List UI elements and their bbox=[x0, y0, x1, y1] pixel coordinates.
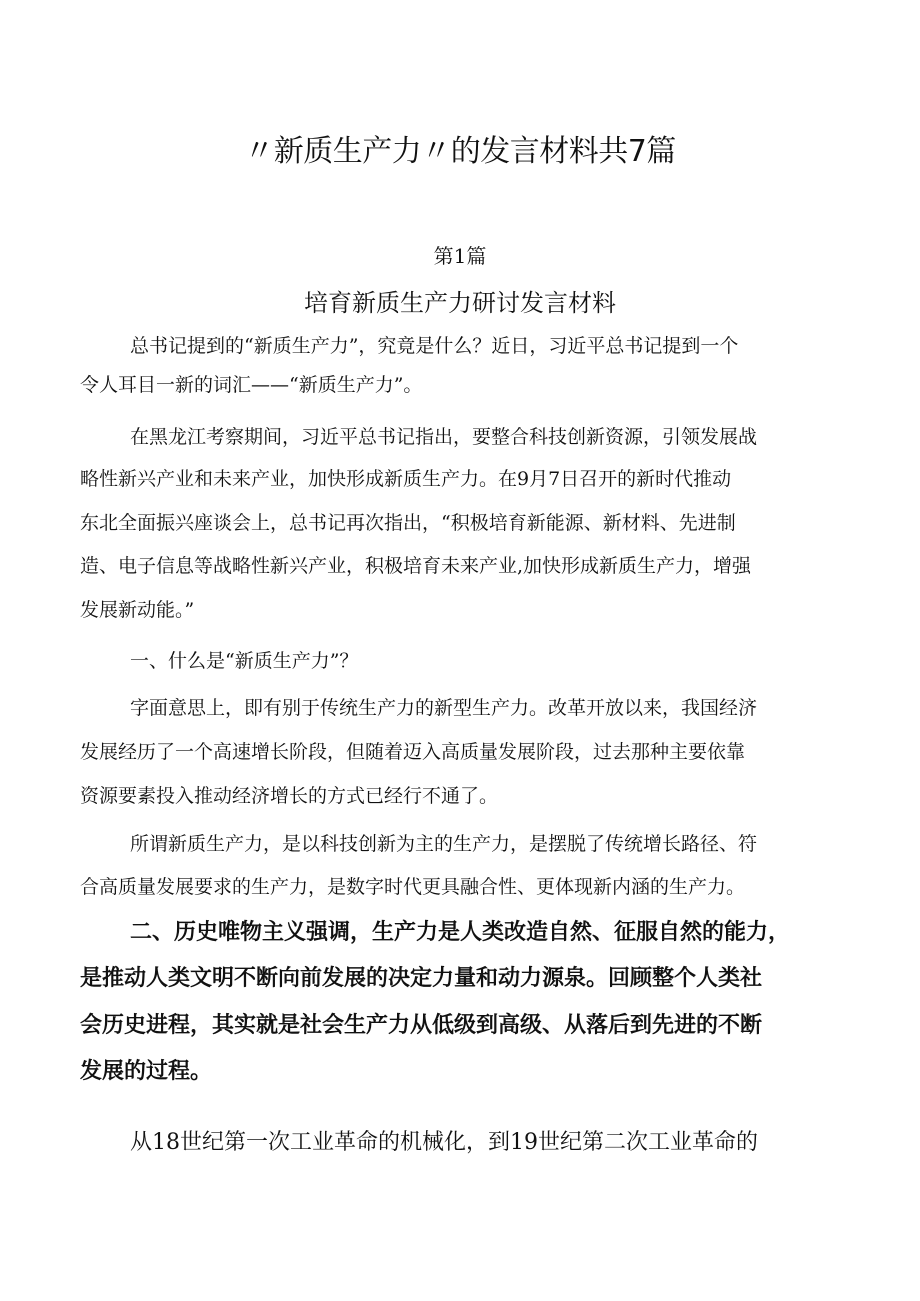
paragraph-line: 总书记提到的“新质生产力”，究竟是什么？近日，习近平总书记提到一个 bbox=[130, 335, 739, 357]
paragraph-line: 会历史进程，其实就是社会生产力从低级到高级、从落后到先进的不断 bbox=[80, 1012, 763, 1038]
section-heading: 二、历史唯物主义强调，生产力是人类改造自然、征服自然的能力， bbox=[130, 919, 791, 945]
paragraph-line: 略性新兴产业和未来产业，加快形成新质生产力。在9月7日召开的新时代推动 bbox=[80, 468, 732, 490]
paragraph-line: 发展的过程。 bbox=[80, 1058, 213, 1084]
article-subtitle: 培育新质生产力研讨发言材料 bbox=[304, 289, 616, 317]
paragraph-line: 在黑龙江考察期间，习近平总书记指出，要整合科技创新资源，引领发展战 bbox=[130, 426, 758, 448]
document-title: 〃新质生产力〃的发言材料共7篇 bbox=[244, 134, 676, 169]
paragraph-line: 令人耳目一新的词汇——“新质生产力”。 bbox=[80, 374, 423, 396]
paragraph-line: 字面意思上，即有别于传统生产力的新型生产力。改革开放以来，我国经济 bbox=[130, 697, 758, 719]
paragraph-line: 从18世纪第一次工业革命的机械化，到19世纪第二次工业革命的 bbox=[130, 1130, 758, 1155]
paragraph-line: 发展经历了一个高速增长阶段，但随着迈入高质量发展阶段，过去那种主要依靠 bbox=[80, 741, 746, 763]
paragraph-line: 是推动人类文明不断向前发展的决定力量和动力源泉。回顾整个人类社 bbox=[80, 965, 763, 991]
paragraph-line: 资源要素投入推动经济增长的方式已经行不通了。 bbox=[80, 785, 499, 807]
paragraph-line: 东北全面振兴座谈会上，总书记再次指出，“积极培育新能源、新材料、先进制 bbox=[80, 512, 736, 534]
paragraph-line: 所谓新质生产力，是以科技创新为主的生产力，是摆脱了传统增长路径、符 bbox=[130, 833, 758, 855]
paragraph-line: 造、电子信息等战略性新兴产业，积极培育未来产业,加快形成新质生产力，增强 bbox=[80, 555, 752, 577]
paragraph-line: 合高质量发展要求的生产力，是数字时代更具融合性、更体现新内涵的生产力。 bbox=[80, 876, 746, 898]
chapter-heading: 第1篇 bbox=[433, 244, 487, 268]
section-heading: 一、什么是“新质生产力”？ bbox=[130, 650, 359, 672]
paragraph-line: 发展新动能。” bbox=[80, 599, 195, 621]
